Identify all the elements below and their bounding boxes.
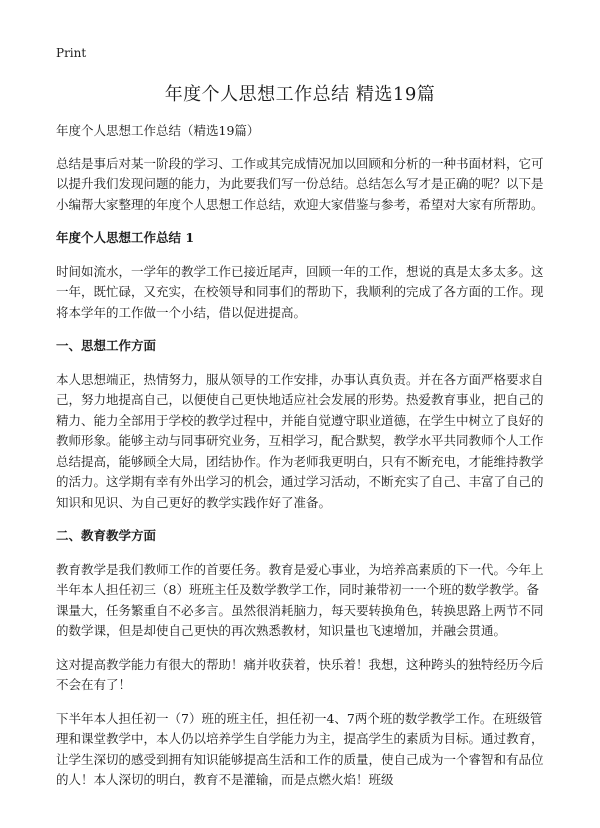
- document-subtitle: 年度个人思想工作总结（精选19篇）: [56, 123, 260, 138]
- subsection-heading-teaching: 二、教育教学方面: [56, 528, 157, 543]
- thought-paragraph: 本人思想端正，热情努力，服从领导的工作安排，办事认真负责。并在各方面严格要求自己，努力地提高自己，以便使自己更快地适应社会发展的形势。热爱教育事业，把自己的精力、能力全部用于学校的教学过程中，并能自觉遵守职业道德，在学生中树立了良好的教师形象。能够主动与同事研究业务，互相学习，配合默契，教学水平共同教师个人工作总结提高，能够顾全大局，团结协作。作为老师我更明白，只有不断充电，才能维持教学的活力。这学期有幸有外出学习的机会，通过学习活动，不断充实了自己、丰富了自己的知识和见识、为自己更好的教学实践作好了准备。: [56, 371, 544, 510]
- subsection-heading-thought: 一、思想工作方面: [56, 338, 157, 353]
- print-link[interactable]: Print: [56, 46, 87, 60]
- page-title: 年度个人思想工作总结 精选19篇: [164, 84, 436, 105]
- section-heading: 年度个人思想工作总结 1: [56, 230, 195, 245]
- teaching-paragraph-1: 教育教学是我们教师工作的首要任务。教育是爱心事业，为培养高素质的下一代。今年上半年本人担任初三（8）班班主任及数学教学工作，同时兼带初一一个班的数学教学。备课量大，任务繁重自不必多言。虽然很消耗脑力，每天要转换角色，转换思路上两节不同的数学课，但是却使自己更快的再次熟悉教材，知识量也飞速增加，并融会贯通。: [56, 561, 544, 638]
- section-intro-paragraph: 时间如流水，一学年的教学工作已接近尾声，回顾一年的工作，想说的真是太多太多。这一年，既忙碌，又充实，在校领导和同事们的帮助下，我顺利的完成了各方面的工作。现将本学年的工作做一个小结，借以促进提高。: [56, 263, 544, 320]
- teaching-paragraph-3: 下半年本人担任初一（7）班的班主任，担任初一4、7两个班的数学教学工作。在班级管理和课堂教学中，本人仍以培养学生自学能力为主，提高学生的素质为目标。通过教育，让学生深切的感受到拥有知识能够提高生活和工作的质量，使自己成为一个睿智和有品位的人！本人深切的明白，教育不是灌输，而是点燃火焰！班级: [56, 710, 544, 787]
- teaching-paragraph-2: 这对提高教学能力有很大的帮助！痛并收获着，快乐着！我想，这种跨头的独特经历今后不会在有了！: [56, 656, 544, 692]
- document-body: [56, 121, 550, 804]
- intro-paragraph: 总结是事后对某一阶段的学习、工作或其完成情况加以回顾和分析的一种书面材料，它可以提升我们发现问题的能力，为此要我们写一份总结。总结怎么写才是正确的呢？以下是小编帮大家整理的年度个人思想工作总结，欢迎大家借鉴与参考，希望对大家有所帮助。: [56, 155, 544, 212]
